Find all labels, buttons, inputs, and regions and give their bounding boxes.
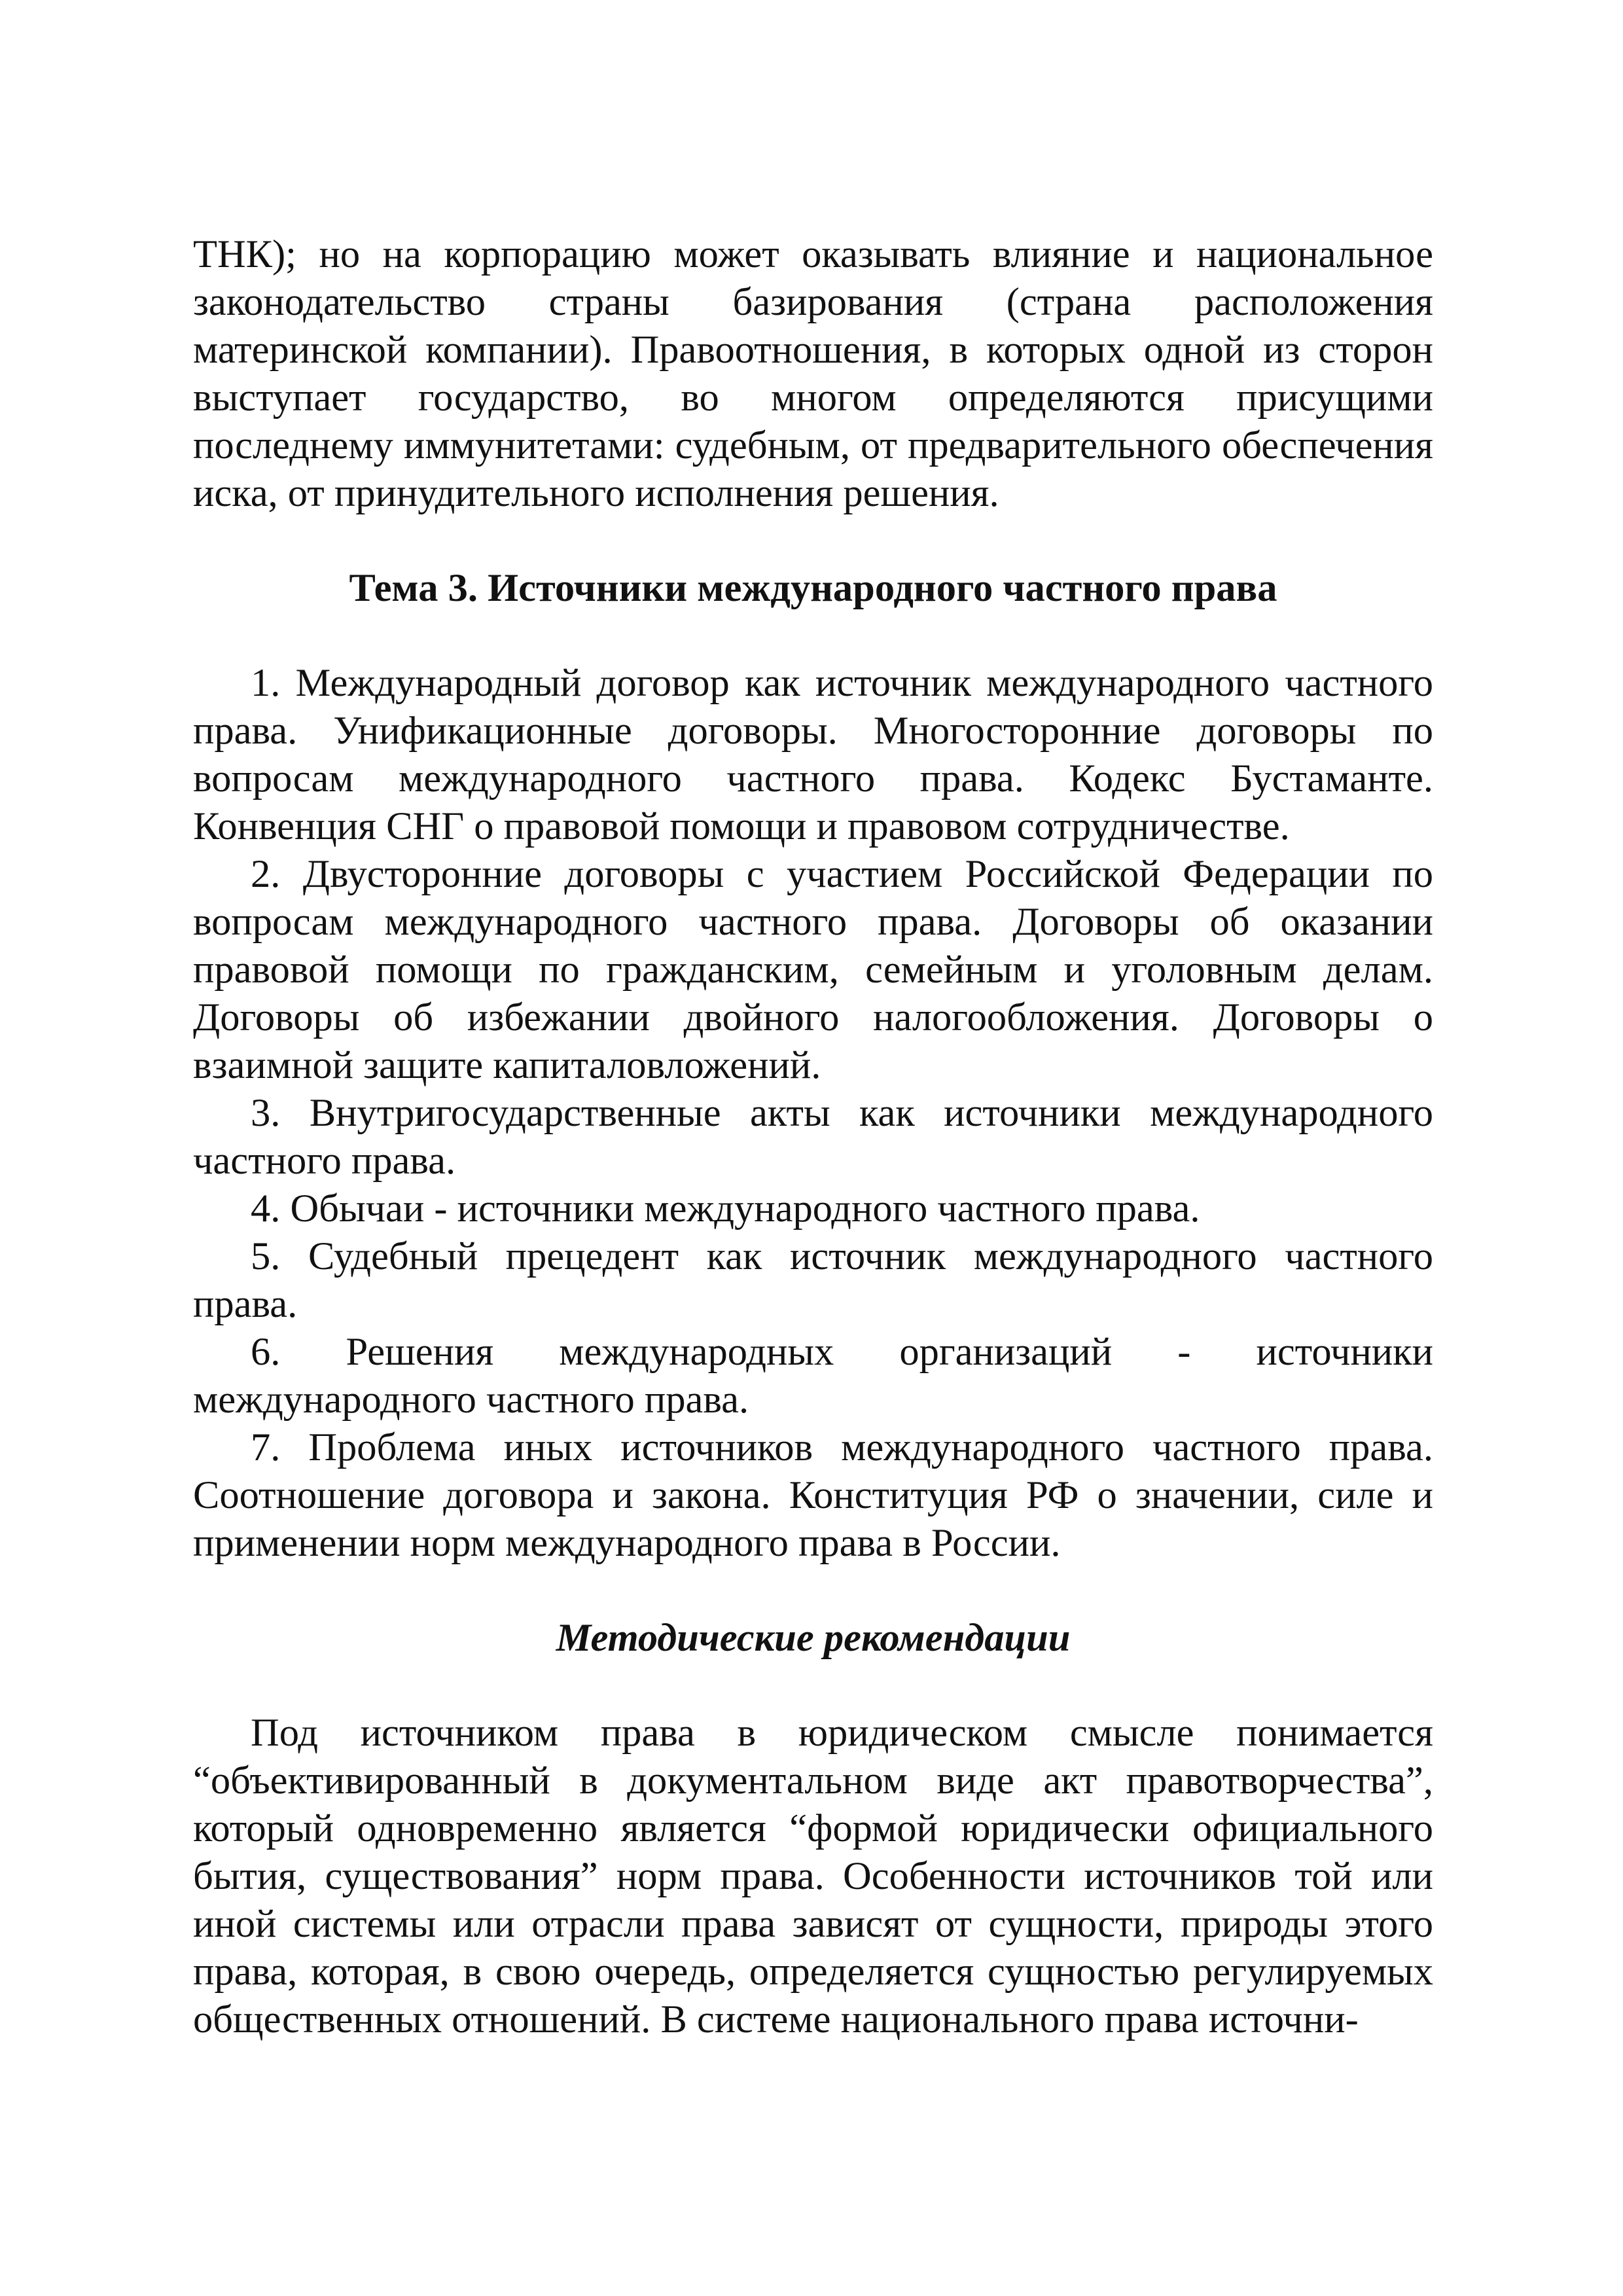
topic-item: 1. Международный договор как источник международного частного права. Унификационные договоры. Многосторонние договоры по вопросам международного частного права. Кодекс Бустаманте. Конвенция СНГ о правовой помощи и правовом сотрудничестве.: [193, 661, 1433, 848]
intro-paragraph: ТНК); но на корпорацию может оказывать влияние и национальное законодательство страны базирования (страна расположения материнской компании). Правоотношения, в которых одной из сторон выступает государство, во многом определяются присущими последнему иммунитетами: судебным, от предварительного обеспечения иска, от принудительного исполнения решения.: [193, 232, 1433, 515]
topic-item: 6. Решения международных организаций - источники международного частного права.: [193, 1330, 1433, 1422]
document-page: [193, 230, 1433, 2043]
topic-item: 5. Судебный прецедент как источник международного частного права.: [193, 1234, 1433, 1326]
topic-heading: Тема 3. Источники международного частного права: [349, 566, 1277, 610]
methodical-recommendations-paragraph: Под источником права в юридическом смысле понимается “объективированный в документальном виде акт правотворчества”, который одновременно является “формой юридически официального бытия, существования” норм права. Особенности источников той или иной системы или отрасли права зависят от сущности, природы этого права, которая, в свою очередь, определяется сущностью регулируемых общественных отношений. В системе национального права источни-: [193, 1711, 1433, 2041]
topic-item-list: [193, 659, 1433, 1567]
methodical-recommendations-heading: Методические рекомендации: [556, 1616, 1071, 1660]
topic-item: 2. Двусторонние договоры с участием Российской Федерации по вопросам международного частного права. Договоры об оказании правовой помощи по гражданским, семейным и уголовным делам. Договоры об избежании двойного налогообложения. Договоры о взаимной защите капиталовложений.: [193, 852, 1433, 1087]
topic-item: 7. Проблема иных источников международного частного права. Соотношение договора и закона. Конституция РФ о значении, силе и применении норм международного права в России.: [193, 1426, 1433, 1565]
topic-item: 4. Обычаи - источники международного частного права.: [251, 1187, 1200, 1230]
topic-item: 3. Внутригосударственные акты как источники международного частного права.: [193, 1091, 1433, 1183]
